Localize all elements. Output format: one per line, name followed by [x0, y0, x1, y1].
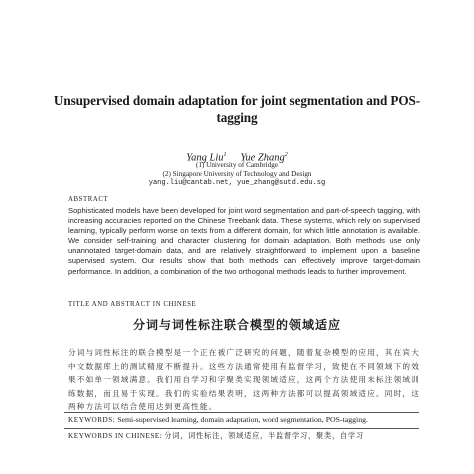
author-name: Yang Liu — [186, 152, 224, 164]
keywords-text: Semi-supervised learning, domain adaptation, word segmentation, POS-tagging. — [117, 415, 368, 424]
chinese-section-heading: TITLE AND ABSTRACT IN CHINESE — [68, 301, 197, 308]
chinese-keywords-label: KEYWORDS IN CHINESE: — [68, 432, 163, 440]
affiliation: (1) University of Cambridge — [195, 161, 279, 169]
author-affiliation-mark: 1 — [223, 152, 227, 158]
paper-title: Unsupervised domain adaptation for joint segmentation and POS-tagging — [53, 93, 421, 125]
chinese-title: 分词与词性标注联合模型的领域适应 — [132, 318, 341, 332]
affiliation: (2) Singapore University of Technology and Design — [162, 170, 312, 178]
chinese-keywords-line — [68, 431, 420, 441]
author-name: Yue Zhang — [240, 152, 285, 164]
abstract-heading: ABSTRACT — [68, 196, 109, 203]
divider — [64, 412, 419, 413]
chinese-keywords-text: 分词，词性标注，领域适应，半监督学习，聚类，自学习 — [164, 431, 364, 440]
abstract-text: Sophisticated models have been developed for joint word segmentation and part-of-speech tagging, with increasing accuracies reported on the Chinese Treebank data. These systems, which rely on supervised learning, typically perform worse on texts from a different domain, for which little annotation is available. We consider self-training and character clustering for domain adaptation. Both methods use only unannotated target-domain data, and are relatively straightforward to implement upon a baseline supervised system. Our results show that both methods can effectively improve target-domain performance. In addition, a combination of the two orthogonal methods leads to further improvement. — [68, 206, 420, 276]
keywords-label: KEYWORDS: — [68, 416, 116, 424]
chinese-abstract-text: 分词与词性标注的联合模型是一个正在被广泛研究的问题，随着复杂模型的应用，其在宾大中文数据库上的测试精度不断提升。这些方法通常使用有监督学习，致使在不同领域下的效果不如单一领域满意。我们用自学习和字聚类实现领域适应，这两个方法使用未标注领域训练数据，而且易于实现。我们的实验结果表明，这两种方法都可以提高领域适应。同时，这两种方法可以结合使用达到更高性能。 — [68, 348, 420, 411]
author-emails: yang.liu@cantab.net, yue_zhang@sutd.edu.sg — [148, 179, 326, 187]
divider — [64, 428, 419, 429]
keywords-line — [68, 415, 420, 425]
author-affiliation-mark: 2 — [284, 152, 288, 158]
